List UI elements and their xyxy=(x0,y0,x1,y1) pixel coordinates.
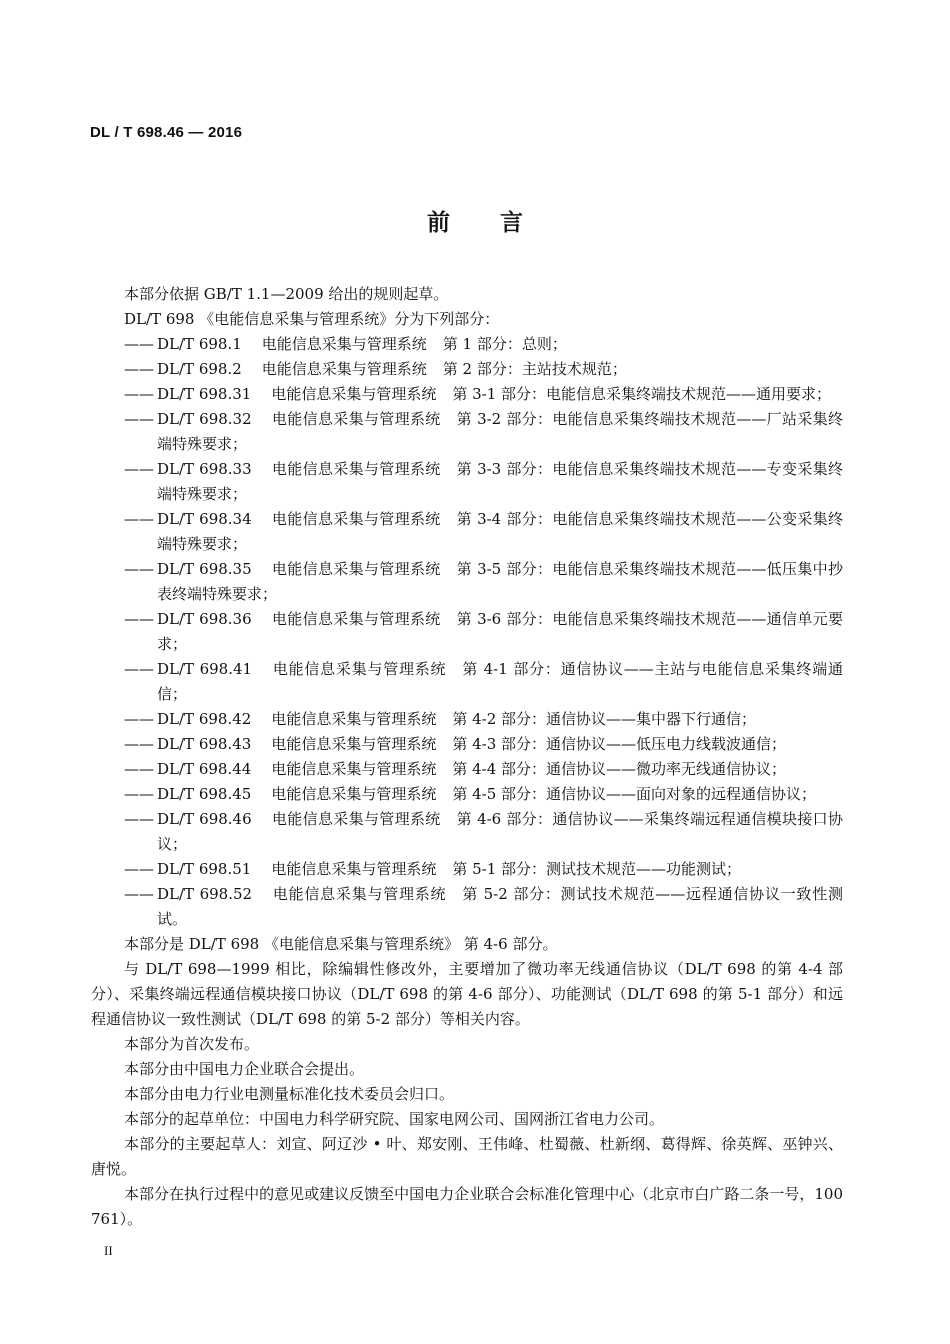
part-code: DL/T 698.46 xyxy=(157,810,252,828)
part-description: 第 3-1 部分：电能信息采集终端技术规范——通用要求； xyxy=(452,385,832,403)
body-paragraph: 本部分为首次发布。 xyxy=(124,1035,260,1053)
list-dash: —— xyxy=(124,660,154,678)
part-series-name: 电能信息采集与管理系统 xyxy=(261,360,427,378)
list-dash: —— xyxy=(124,510,154,528)
part-list-item xyxy=(91,607,843,657)
part-code: DL/T 698.31 xyxy=(157,385,252,403)
part-series-name: 电能信息采集与管理系统 xyxy=(272,885,447,903)
part-code: DL/T 698.52 xyxy=(157,885,253,903)
part-series-name: 电能信息采集与管理系统 xyxy=(271,785,437,803)
list-dash: —— xyxy=(124,335,154,353)
part-description: 第 3-5 部分：电能信息采集终端技术规范——低压集中抄表终端特殊要求； xyxy=(157,560,843,603)
part-list-item xyxy=(91,882,843,932)
page-number: II xyxy=(104,1243,113,1258)
body-paragraph: 本部分是 DL/T 698 《电能信息采集与管理系统》 第 4-6 部分。 xyxy=(124,935,558,953)
part-description: 第 4-5 部分：通信协议——面向对象的远程通信协议； xyxy=(452,785,817,803)
intro-paragraph: 本部分依据 GB/T 1.1—2009 给出的规则起草。 xyxy=(124,285,449,303)
part-code: DL/T 698.43 xyxy=(157,735,252,753)
part-description: 第 1 部分：总则； xyxy=(442,335,567,353)
part-series-name: 电能信息采集与管理系统 xyxy=(271,860,437,878)
list-dash: —— xyxy=(124,885,154,903)
part-code: DL/T 698.32 xyxy=(157,410,252,428)
body-paragraph: 本部分由中国电力企业联合会提出。 xyxy=(124,1060,365,1078)
list-dash: —— xyxy=(124,735,154,753)
part-description: 第 4-3 部分：通信协议——低压电力线载波通信； xyxy=(452,735,787,753)
part-series-name: 电能信息采集与管理系统 xyxy=(272,660,447,678)
part-list-item xyxy=(91,507,843,557)
part-description: 第 5-1 部分：测试技术规范——功能测试； xyxy=(452,860,742,878)
part-code: DL/T 698.42 xyxy=(157,710,252,728)
part-code: DL/T 698.33 xyxy=(157,460,252,478)
part-list-item xyxy=(91,857,843,882)
list-dash: —— xyxy=(124,560,154,578)
list-dash: —— xyxy=(124,760,154,778)
part-list-item xyxy=(91,657,843,707)
body-paragraph: 本部分在执行过程中的意见或建议反馈至中国电力企业联合会标准化管理中心（北京市白广路二条一号，100761）。 xyxy=(91,1185,843,1228)
part-series-name: 电能信息采集与管理系统 xyxy=(271,560,441,578)
part-list-item xyxy=(91,457,843,507)
part-series-name: 电能信息采集与管理系统 xyxy=(271,810,441,828)
part-code: DL/T 698.41 xyxy=(157,660,253,678)
part-code: DL/T 698.35 xyxy=(157,560,252,578)
part-description: 第 3-6 部分：电能信息采集终端技术规范——通信单元要求； xyxy=(157,610,843,653)
list-dash: —— xyxy=(124,810,154,828)
body-paragraph: 本部分的起草单位：中国电力科学研究院、国家电网公司、国网浙江省电力公司。 xyxy=(124,1110,665,1128)
document-code-header: DL / T 698.46 — 2016 xyxy=(90,124,243,141)
part-description: 第 4-4 部分：通信协议——微功率无线通信协议； xyxy=(452,760,787,778)
list-dash: —— xyxy=(124,610,154,628)
parts-list xyxy=(91,332,843,932)
part-code: DL/T 698.2 xyxy=(157,360,242,378)
part-series-name: 电能信息采集与管理系统 xyxy=(271,510,441,528)
document-body xyxy=(91,282,843,1232)
part-code: DL/T 698.51 xyxy=(157,860,252,878)
paragraphs xyxy=(91,932,843,1232)
part-list-item xyxy=(91,407,843,457)
part-series-name: 电能信息采集与管理系统 xyxy=(271,410,441,428)
part-list-item xyxy=(91,332,843,357)
page-title: 前言 xyxy=(427,209,573,236)
part-description: 第 3-4 部分：电能信息采集终端技术规范——公变采集终端特殊要求； xyxy=(157,510,843,553)
part-list-item xyxy=(91,557,843,607)
part-description: 第 5-2 部分：测试技术规范——远程通信协议一致性测试。 xyxy=(157,885,843,928)
part-series-name: 电能信息采集与管理系统 xyxy=(271,610,441,628)
body-paragraph: 与 DL/T 698—1999 相比，除编辑性修改外，主要增加了微功率无线通信协议（DL/T 698 的第 4-4 部分）、采集终端远程通信模块接口协议（DL/T 698 的第 4-6 部分）、功能测试（DL/T 698 的第 5-1 部分）和远程通信协议一致性测试（DL/T 698 的第 5-2 部分）等相关内容。 xyxy=(91,960,843,1028)
part-series-name: 电能信息采集与管理系统 xyxy=(271,735,437,753)
part-list-item xyxy=(91,707,843,732)
part-description: 第 4-2 部分：通信协议——集中器下行通信； xyxy=(452,710,757,728)
part-list-item xyxy=(91,732,843,757)
part-list-item xyxy=(91,357,843,382)
part-description: 第 3-3 部分：电能信息采集终端技术规范——专变采集终端特殊要求； xyxy=(157,460,843,503)
part-series-name: 电能信息采集与管理系统 xyxy=(271,460,441,478)
part-list-item xyxy=(91,782,843,807)
part-list-item xyxy=(91,382,843,407)
body-paragraph: 本部分由电力行业电测量标准化技术委员会归口。 xyxy=(124,1085,455,1103)
list-dash: —— xyxy=(124,360,154,378)
part-code: DL/T 698.34 xyxy=(157,510,252,528)
intro-paragraph: DL/T 698 《电能信息采集与管理系统》分为下列部分： xyxy=(124,310,500,328)
part-description: 第 2 部分：主站技术规范； xyxy=(442,360,627,378)
part-series-name: 电能信息采集与管理系统 xyxy=(271,710,437,728)
part-series-name: 电能信息采集与管理系统 xyxy=(271,385,437,403)
part-code: DL/T 698.1 xyxy=(157,335,242,353)
list-dash: —— xyxy=(124,860,154,878)
list-dash: —— xyxy=(124,710,154,728)
list-dash: —— xyxy=(124,460,154,478)
part-description: 第 3-2 部分：电能信息采集终端技术规范——厂站采集终端特殊要求； xyxy=(157,410,843,453)
part-list-item xyxy=(91,757,843,782)
part-code: DL/T 698.44 xyxy=(157,760,252,778)
part-code: DL/T 698.45 xyxy=(157,785,252,803)
list-dash: —— xyxy=(124,785,154,803)
body-paragraph: 本部分的主要起草人：刘宣、阿辽沙 • 叶、郑安刚、王伟峰、杜蜀薇、杜新纲、葛得辉、徐英辉、巫钟兴、唐悦。 xyxy=(91,1135,843,1178)
list-dash: —— xyxy=(124,410,154,428)
part-list-item xyxy=(91,807,843,857)
part-description: 第 4-1 部分：通信协议——主站与电能信息采集终端通信； xyxy=(157,660,843,703)
list-dash: —— xyxy=(124,385,154,403)
part-series-name: 电能信息采集与管理系统 xyxy=(271,760,437,778)
part-series-name: 电能信息采集与管理系统 xyxy=(261,335,427,353)
part-description: 第 4-6 部分：通信协议——采集终端远程通信模块接口协议； xyxy=(157,810,843,853)
part-code: DL/T 698.36 xyxy=(157,610,252,628)
